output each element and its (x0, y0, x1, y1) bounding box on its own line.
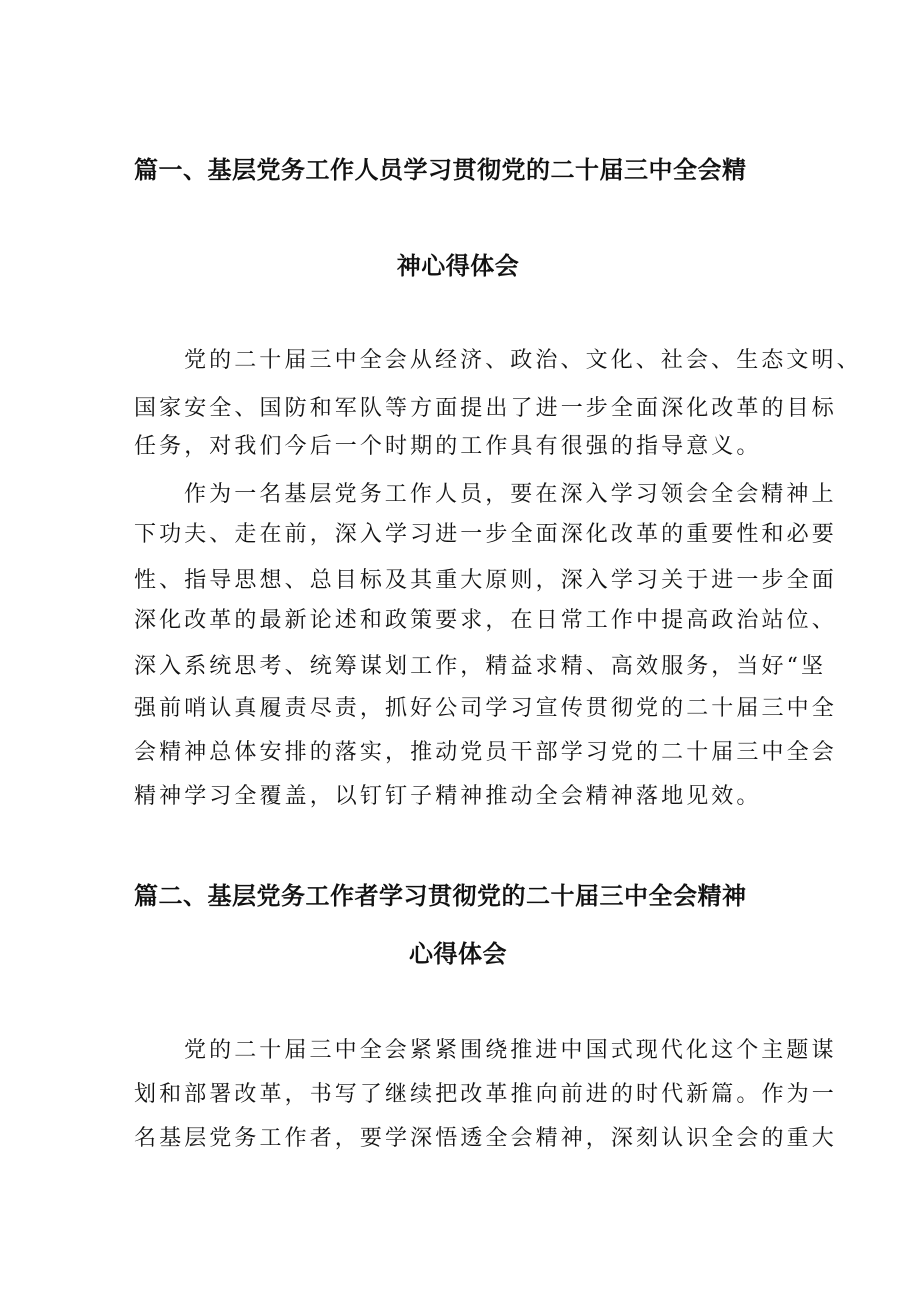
paragraph-line: 强前哨认真履责尽责，抓好公司学习宣传贯彻党的二十届三中全 (134, 696, 837, 721)
paragraph-line: 深化改革的最新论述和政策要求，在日常工作中提高政治站位、 (134, 608, 837, 633)
section-1-title-line-1: 篇一、基层党务工作人员学习贯彻党的二十届三中全会精 (134, 156, 747, 184)
paragraph-line: 会精神总体安排的落实，推动党员干部学习党的二十届三中全会 (134, 740, 837, 765)
section-2-title-line-1: 篇二、基层党务工作者学习贯彻党的二十届三中全会精神 (134, 882, 747, 910)
paragraph-line: 党的二十届三中全会紧紧围绕推进中国式现代化这个主题谋 (184, 1038, 837, 1063)
paragraph-line: 性、指导思想、总目标及其重大原则，深入学习关于进一步全面 (134, 568, 837, 593)
paragraph-line: 党的二十届三中全会从经济、政治、文化、社会、生态文明、 (184, 348, 862, 373)
paragraph-line: 划和部署改革，书写了继续把改革推向前进的时代新篇。作为一 (134, 1082, 837, 1107)
section-2-title-line-2: 心得体会 (409, 940, 507, 968)
paragraph-line: 作为一名基层党务工作人员，要在深入学习领会全会精神上 (184, 482, 837, 507)
paragraph-line: 精神学习全覆盖，以钉钉子精神推动全会精神落地见效。 (134, 784, 762, 809)
paragraph-line: 下功夫、走在前，深入学习进一步全面深化改革的重要性和必要 (134, 522, 837, 547)
paragraph-line: 任务，对我们今后一个时期的工作具有很强的指导意义。 (134, 434, 762, 459)
paragraph-line: 名基层党务工作者，要学深悟透全会精神，深刻认识全会的重大 (134, 1126, 837, 1151)
paragraph-line: 国家安全、国防和军队等方面提出了进一步全面深化改革的目标 (134, 396, 837, 421)
section-1-title-line-2: 神心得体会 (396, 252, 520, 280)
paragraph-line: 深入系统思考、统筹谋划工作，精益求精、高效服务，当好“坚 (134, 654, 827, 679)
